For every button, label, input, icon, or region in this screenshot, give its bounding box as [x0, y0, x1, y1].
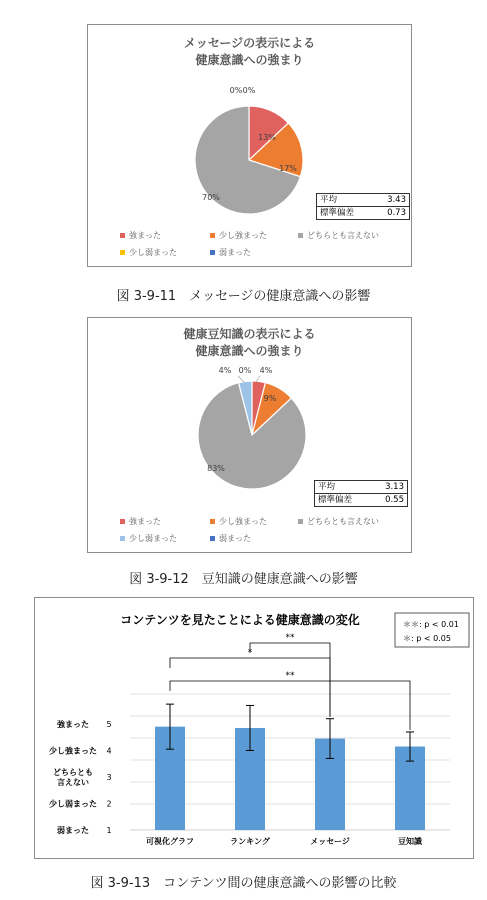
significance-legend-text: ＊＊: p < 0.01	[403, 620, 459, 629]
bar-plot	[35, 598, 475, 860]
chart-title-line: 健康豆知識の表示による	[183, 327, 316, 341]
significance-label: **	[285, 633, 295, 643]
stat-label: 標準偏差	[318, 495, 353, 505]
y-axis-category-label: 弱まった	[57, 826, 89, 835]
slice-label: 9%	[263, 394, 277, 403]
legend-swatch	[120, 250, 125, 255]
legend-label: 少し弱まった	[129, 248, 177, 257]
y-axis-category-label: 少し強まった	[49, 746, 97, 756]
legend-item	[120, 516, 161, 527]
stats-box	[314, 480, 408, 507]
stat-label: 標準偏差	[320, 208, 355, 218]
legend-label: 弱まった	[219, 248, 251, 257]
y-tick-label: 3	[106, 773, 112, 782]
legend-item	[210, 247, 251, 258]
legend-swatch	[298, 233, 303, 238]
legend-swatch	[298, 519, 303, 524]
figure-caption: 図 3-9-12 豆知識の健康意識への影響	[129, 572, 358, 587]
legend-label: どちらとも言えない	[307, 231, 379, 240]
stat-value: 3.43	[387, 195, 406, 205]
legend-item	[298, 230, 379, 241]
stat-value: 3.13	[385, 482, 404, 492]
legend-item	[120, 533, 177, 544]
legend-label: 少し強まった	[219, 231, 267, 240]
y-tick-label: 4	[106, 746, 112, 756]
legend-label: 強まった	[129, 517, 161, 526]
significance-legend-text: ＊: p < 0.05	[403, 634, 451, 643]
chart-title-line: 健康意識への強まり	[195, 53, 304, 67]
figure-caption: 図 3-9-13 コンテンツ間の健康意識への影響の比較	[90, 876, 397, 891]
significance-label: **	[285, 671, 295, 681]
slice-label: 0%	[238, 366, 252, 375]
slice-label: 83%	[207, 464, 225, 473]
y-axis-category-label: 少し弱まった	[49, 799, 97, 809]
stats-box	[316, 193, 410, 220]
slice-label: 17%	[279, 164, 297, 173]
y-axis-category-label: 言えない	[57, 778, 89, 787]
significance-bracket	[170, 681, 410, 730]
stat-value: 0.73	[387, 208, 406, 218]
figure-caption: 図 3-9-11 メッセージの健康意識への影響	[116, 289, 371, 304]
legend-label: 少し弱まった	[129, 534, 177, 543]
legend-item	[298, 516, 379, 527]
chart-title-line: メッセージの表示による	[183, 36, 316, 50]
x-tick-label: 可視化グラフ	[146, 837, 194, 846]
leader-line	[238, 376, 244, 382]
stat-value: 0.55	[385, 495, 404, 505]
chart-title-line: 健康意識への強まり	[195, 344, 304, 358]
legend-swatch	[120, 519, 125, 524]
x-tick-label: メッセージ	[310, 837, 350, 846]
bar-chart-comparison	[34, 597, 474, 859]
slice-label: 4%	[218, 366, 232, 375]
y-tick-label: 5	[106, 720, 112, 729]
legend-item	[210, 516, 267, 527]
legend-item	[120, 247, 177, 258]
y-tick-label: 1	[106, 826, 112, 835]
legend-item	[120, 230, 161, 241]
pie-chart-trivia	[87, 317, 412, 553]
y-axis-category-label: どちらとも	[53, 768, 93, 777]
legend-swatch	[120, 233, 125, 238]
slice-label: 0%	[229, 86, 243, 95]
legend-swatch	[210, 519, 215, 524]
x-tick-label: ランキング	[230, 837, 270, 846]
slice-label: 4%	[259, 366, 273, 375]
legend-label: どちらとも言えない	[307, 517, 379, 526]
legend-swatch	[210, 250, 215, 255]
legend-label: 弱まった	[219, 534, 251, 543]
legend-swatch	[210, 536, 215, 541]
slice-label: 0%	[242, 86, 256, 95]
stat-label: 平均	[320, 195, 338, 205]
legend-item	[210, 230, 267, 241]
slice-label: 13%	[258, 133, 276, 142]
significance-label: *	[247, 648, 253, 658]
pie-chart-message	[87, 24, 412, 267]
y-axis-category-label: 強まった	[57, 720, 89, 729]
x-tick-label: 豆知識	[398, 837, 422, 846]
legend-item	[210, 533, 251, 544]
stat-label: 平均	[318, 482, 336, 492]
chart-title: コンテンツを見たことによる健康意識の変化	[120, 613, 360, 627]
legend-swatch	[210, 233, 215, 238]
legend-label: 少し強まった	[219, 517, 267, 526]
slice-label: 70%	[202, 193, 220, 202]
y-tick-label: 2	[106, 799, 112, 809]
legend-label: 強まった	[129, 231, 161, 240]
legend-swatch	[120, 536, 125, 541]
